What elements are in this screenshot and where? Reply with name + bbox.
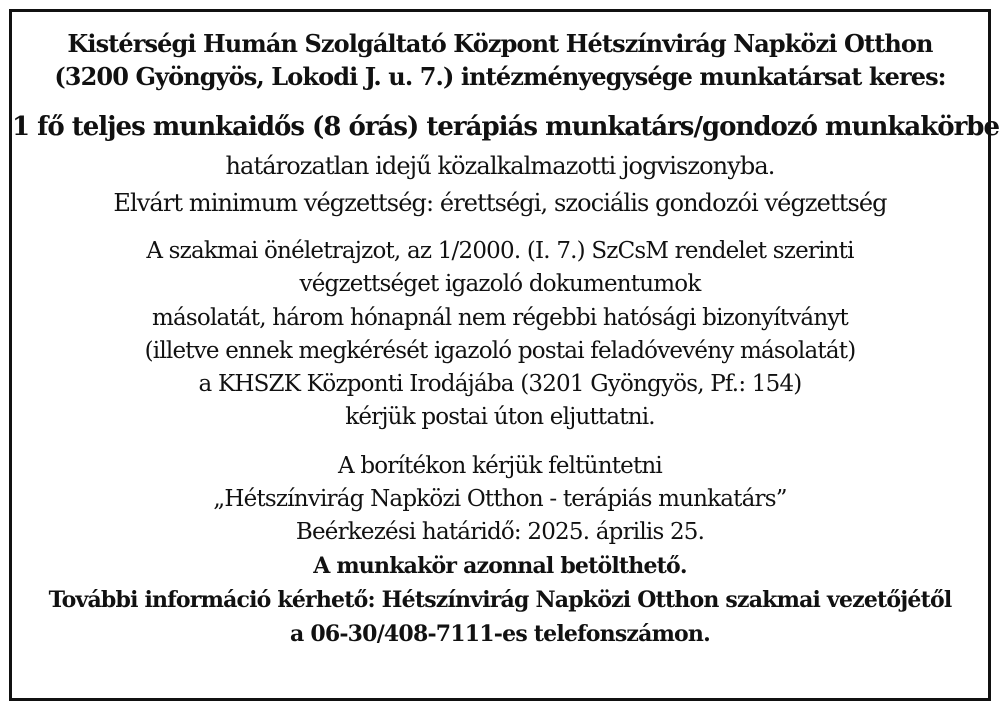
info-line-1: További információ kérhető: Hétszínvirág Napközi Otthon szakmai vezetőjétől xyxy=(48,587,952,613)
envelope-line-1: A borítékon kérjük feltüntetni xyxy=(338,453,662,479)
ad-border-frame xyxy=(9,9,999,701)
immediate-notice: A munkakör azonnal betölthető. xyxy=(313,553,687,579)
application-line-3: másolatát, három hónapnál nem régebbi hatósági bizonyítványt xyxy=(152,305,848,331)
application-line-1: A szakmai önéletrajzot, az 1/2000. (I. 7.) SzCsM rendelet szerinti xyxy=(146,238,854,264)
envelope-line-2: „Hétszínvirág Napközi Otthon - terápiás munkatárs” xyxy=(213,486,787,512)
application-line-2: végzettséget igazoló dokumentumok xyxy=(299,271,701,297)
info-line-2: a 06-30/408-7111-es telefonszámon. xyxy=(290,621,710,647)
header-line-1: Kistérségi Humán Szolgáltató Központ Hétszínvirág Napközi Otthon xyxy=(67,29,933,58)
application-line-5: a KHSZK Központi Irodájába (3201 Gyöngyös, Pf.: 154) xyxy=(198,371,802,397)
deadline: Beérkezési határidő: 2025. április 25. xyxy=(295,519,705,545)
position-requirement: Elvárt minimum végzettség: érettségi, szociális gondozói végzettség xyxy=(113,189,887,217)
position-contract: határozatlan idejű közalkalmazotti jogviszonyba. xyxy=(225,152,775,180)
position-title: 1 fő teljes munkaidős (8 órás) terápiás munkatárs/gondozó munkakörbe xyxy=(12,112,999,142)
header-line-2: (3200 Gyöngyös, Lokodi J. u. 7.) intézményegysége munkatársat keres: xyxy=(54,62,946,91)
application-line-4: (illetve ennek megkérését igazoló postai feladóvevény másolatát) xyxy=(144,338,856,364)
application-line-6: kérjük postai úton eljuttatni. xyxy=(345,404,655,430)
